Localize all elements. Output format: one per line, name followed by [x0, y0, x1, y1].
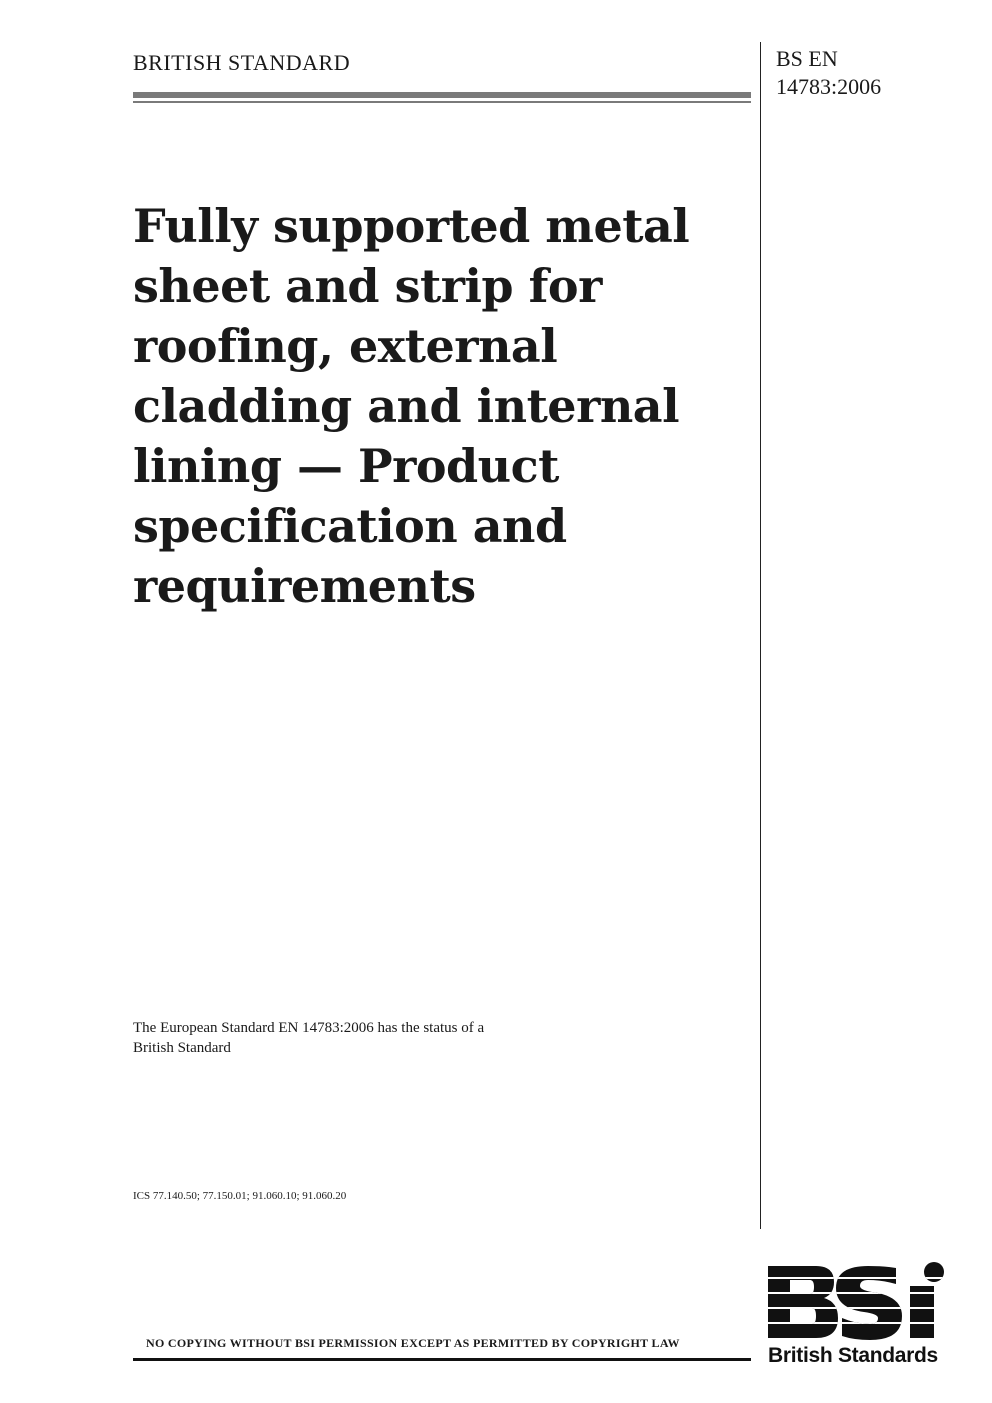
copyright-notice: NO COPYING WITHOUT BSI PERMISSION EXCEPT AS PERMITTED BY COPYRIGHT LAW [146, 1336, 680, 1350]
title-line: specification and [133, 499, 567, 553]
header-rule-thin [133, 101, 751, 103]
standard-number-line2: 14783:2006 [776, 74, 882, 99]
footer-rule [133, 1358, 751, 1361]
title-line: Fully supported metal [133, 199, 690, 253]
standard-number-line1: BS EN [776, 46, 838, 71]
standard-number [776, 45, 881, 101]
series-label: BRITISH STANDARD [133, 50, 351, 75]
title-line: sheet and strip for [133, 259, 602, 313]
title-line: cladding and internal [133, 379, 680, 433]
title-line: lining — Product [133, 439, 559, 493]
ics-codes: ICS 77.140.50; 77.150.01; 91.060.10; 91.060.20 [133, 1190, 347, 1202]
status-note-line: British Standard [133, 1040, 231, 1056]
status-note-line: The European Standard EN 14783:2006 has the status of a [133, 1020, 485, 1036]
bsi-logo-mark [764, 1262, 948, 1342]
title-line: roofing, external [133, 319, 558, 373]
title-line: requirements [133, 559, 476, 613]
document-title [133, 196, 753, 616]
bsi-logo-caption: British Standards [768, 1344, 938, 1367]
header-rule-thick [133, 92, 751, 98]
vertical-divider [760, 42, 761, 1229]
status-note [133, 1018, 653, 1058]
